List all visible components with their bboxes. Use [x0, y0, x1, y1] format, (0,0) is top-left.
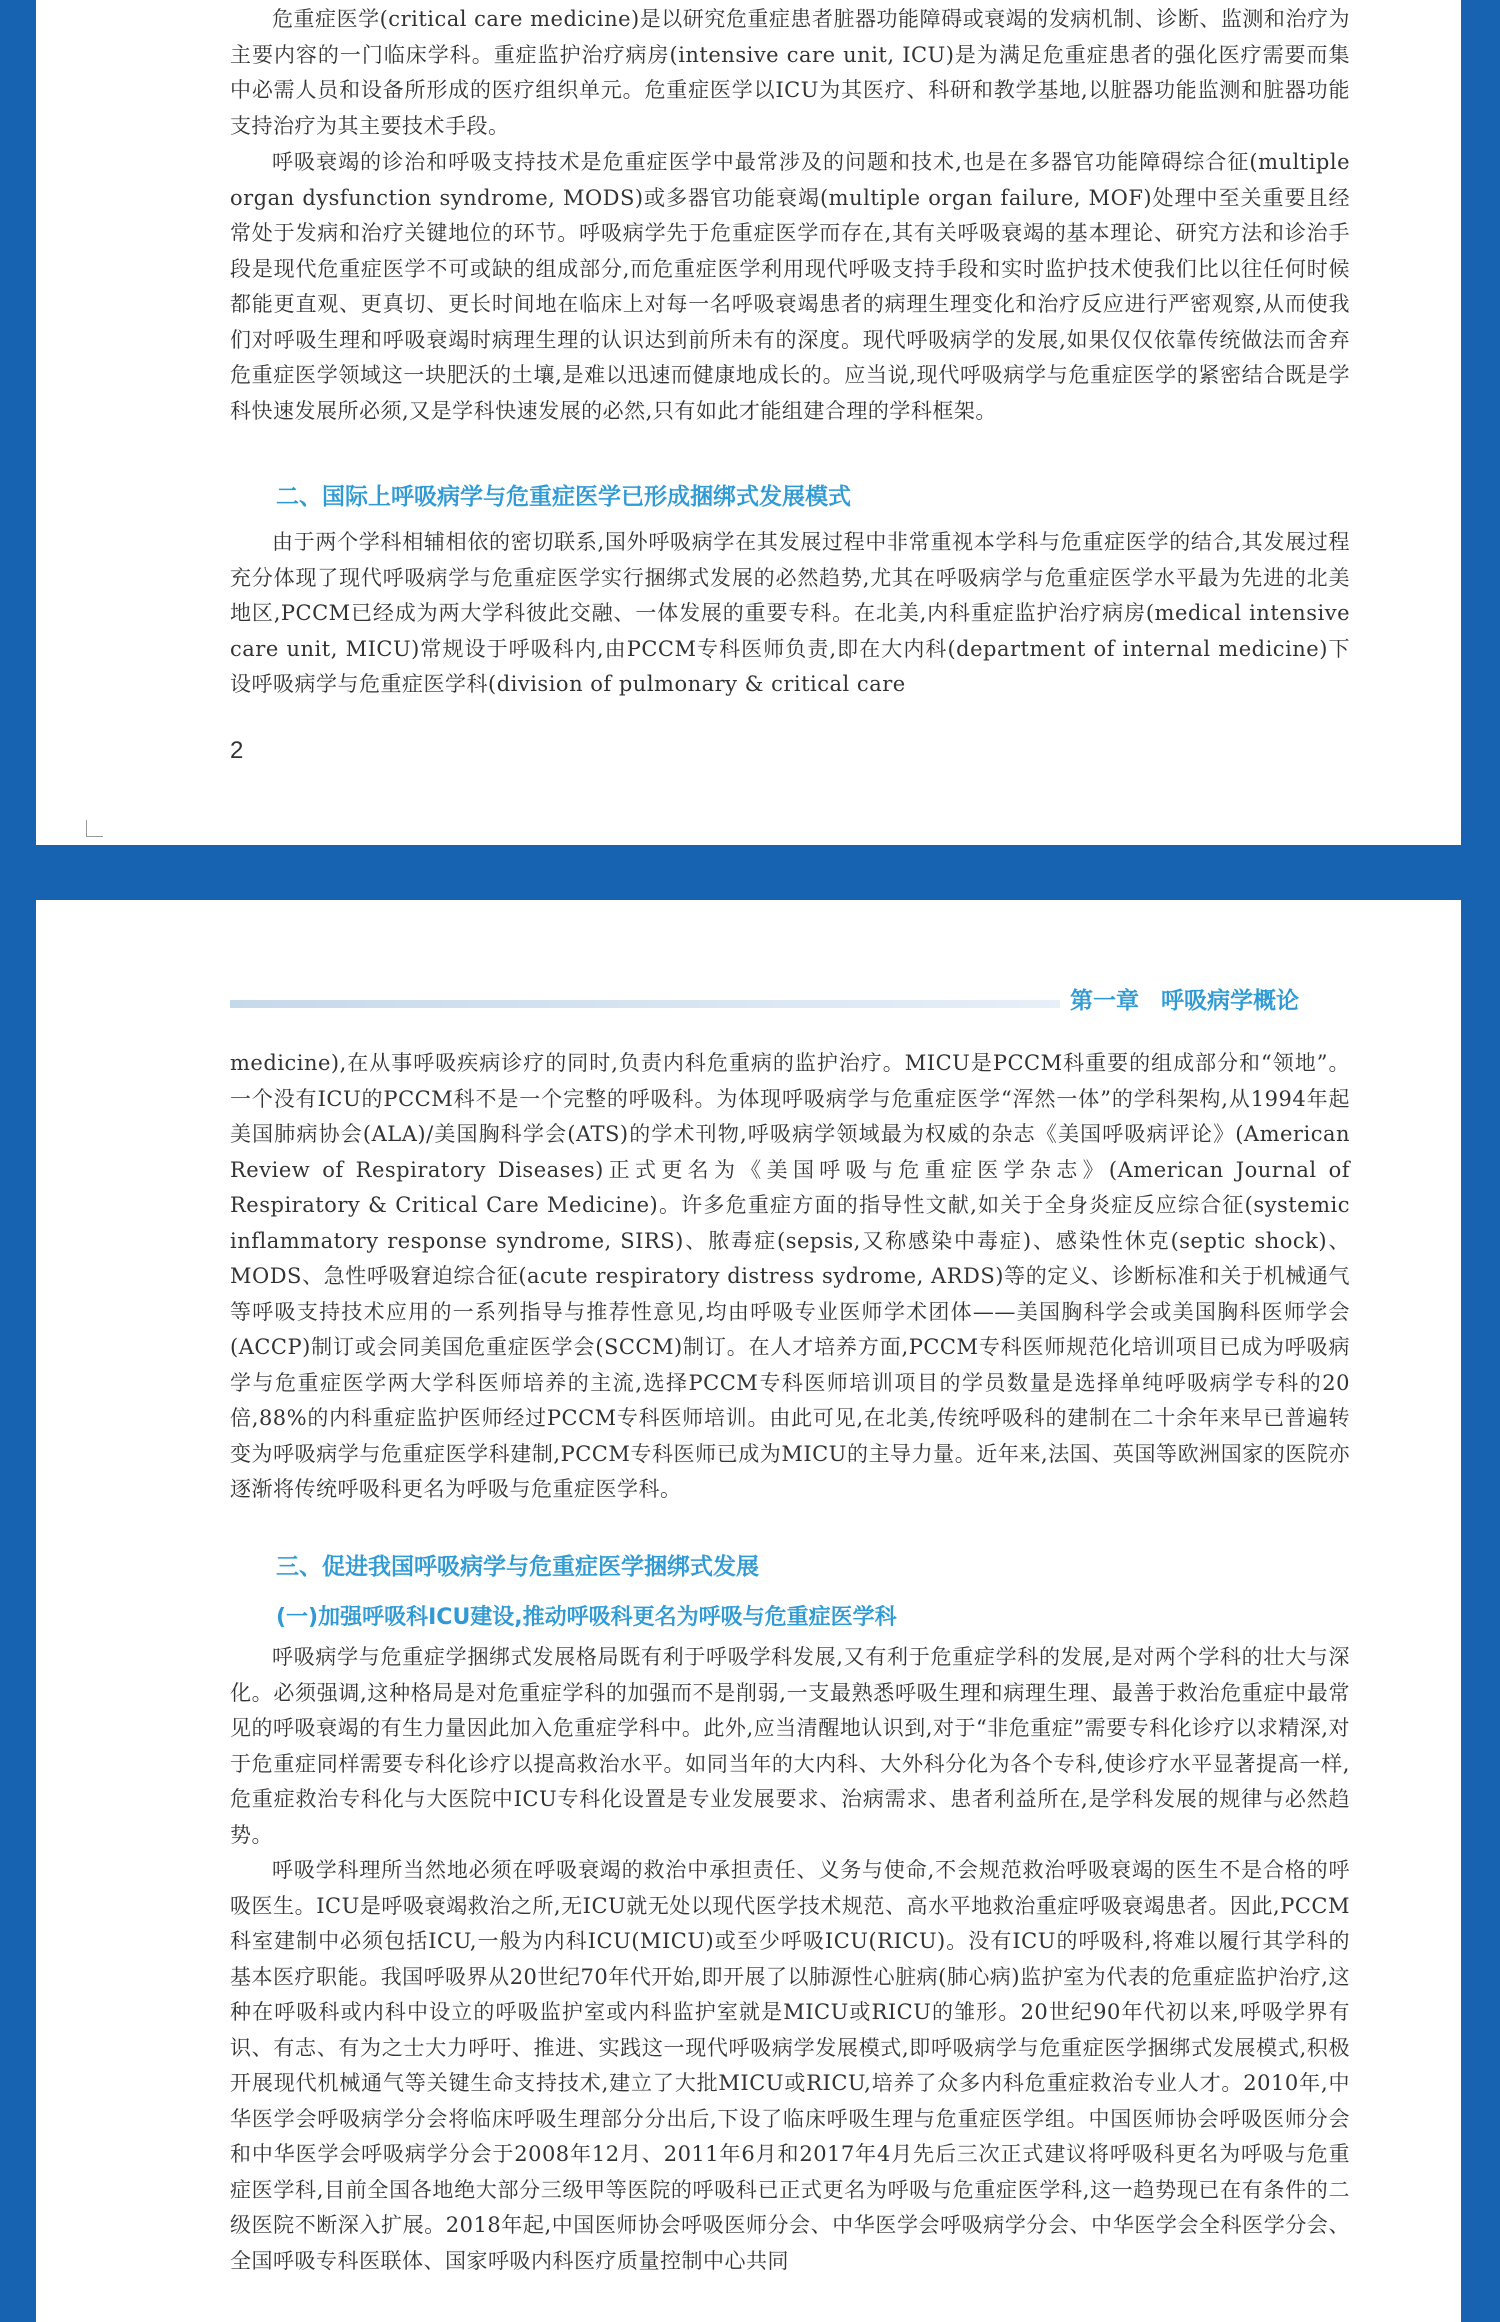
chapter-title: 呼吸病学概论 — [1161, 988, 1299, 1014]
crop-mark — [86, 820, 103, 837]
chapter-header — [1070, 982, 1321, 1015]
subsection-heading: (一)加强呼吸科ICU建设,推动呼吸科更名为呼吸与危重症医学科 — [276, 1605, 897, 1630]
section-heading: 二、国际上呼吸病学与危重症医学已形成捆绑式发展模式 — [276, 484, 851, 510]
page-number: 2 — [230, 737, 244, 764]
body-paragraph: 呼吸学科理所当然地必须在呼吸衰竭的救治中承担责任、义务与使命,不会规范救治呼吸衰竭的医生不是合格的呼吸医生。ICU是呼吸衰竭救治之所,无ICU就无处以现代医学技术规范、高水平地救治重症呼吸衰竭患者。因此,PCCM科室建制中必须包括ICU,一般为内科ICU(MICU)或至少呼吸ICU(RICU)。没有ICU的呼吸科,将难以履行其学科的基本医疗职能。我国呼吸界从20世纪70年代开始,即开展了以肺源性心脏病(肺心病)监护室为代表的危重症监护治疗,这种在呼吸科或内科中设立的呼吸监护室或内科监护室就是MICU或RICU的雏形。20世纪90年代初以来,呼吸学界有识、有志、有为之士大力呼吁、推进、实践这一现代呼吸病学发展模式,即呼吸病学与危重症医学捆绑式发展模式,积极开展现代机械通气等关键生命支持技术,建立了大批MICU或RICU,培养了众多内科危重症救治专业人才。2010年,中华医学会呼吸病学分会将临床呼吸生理部分分出后,下设了临床呼吸生理与危重症医学组。中国医师协会呼吸医师分会和中华医学会呼吸病学分会于2008年12月、2011年6月和2017年4月先后三次正式建议将呼吸科更名为呼吸与危重症医学科,目前全国各地绝大部分三级甲等医院的呼吸科已正式更名为呼吸与危重症医学科,这一趋势现已在有条件的二级医院不断深入扩展。2018年起,中国医师协会呼吸医师分会、中华医学会呼吸病学分会、中华医学会全科医学分会、全国呼吸专科医联体、国家呼吸内科医疗质量控制中心共同 — [230, 1858, 1350, 2273]
body-paragraph: 危重症医学(critical care medicine)是以研究危重症患者脏器功能障碍或衰竭的发病机制、诊断、监测和治疗为主要内容的一门临床学科。重症监护治疗病房(intensive care unit, ICU)是为满足危重症患者的强化医疗需要而集中必需人员和设备所形成的医疗组织单元。危重症医学以ICU为其医疗、科研和教学基地,以脏器功能监测和脏器功能支持治疗为其主要技术手段。 — [230, 7, 1350, 138]
book-page-left — [36, 0, 1461, 845]
book-page-right — [36, 900, 1461, 2322]
body-paragraph: 呼吸衰竭的诊治和呼吸支持技术是危重症医学中最常涉及的问题和技术,也是在多器官功能障碍综合征(multiple organ dysfunction syndrome, MODS)或多器官功能衰竭(multiple organ failure, MOF)处理中至关重要且经常处于发病和治疗关键地位的环节。呼吸病学先于危重症医学而存在,其有关呼吸衰竭的基本理论、研究方法和诊治手段是现代危重症医学不可或缺的组成部分,而危重症医学利用现代呼吸支持手段和实时监护技术使我们比以往任何时候都能更直观、更真切、更长时间地在临床上对每一名呼吸衰竭患者的病理生理变化和治疗反应进行严密观察,从而使我们对呼吸生理和呼吸衰竭时病理生理的认识达到前所未有的深度。现代呼吸病学的发展,如果仅仅依靠传统做法而舍弃危重症医学领域这一块肥沃的土壤,是难以迅速而健康地成长的。应当说,现代呼吸病学与危重症医学的紧密结合既是学科快速发展所必须,又是学科快速发展的必然,只有如此才能组建合理的学科框架。 — [230, 150, 1350, 423]
body-paragraph: 呼吸病学与危重症学捆绑式发展格局既有利于呼吸学科发展,又有利于危重症学科的发展,是对两个学科的壮大与深化。必须强调,这种格局是对危重症学科的加强而不是削弱,一支最熟悉呼吸生理和病理生理、最善于救治危重症中最常见的呼吸衰竭的有生力量因此加入危重症学科中。此外,应当清醒地认识到,对于“非危重症”需要专科化诊疗以求精深,对于危重症同样需要专科化诊疗以提高救治水平。如同当年的大内科、大外科分化为各个专科,使诊疗水平显著提高一样,危重症救治专科化与大医院中ICU专科化设置是专业发展要求、治病需求、患者利益所在,是学科发展的规律与必然趋势。 — [230, 1645, 1350, 1847]
section-heading: 三、促进我国呼吸病学与危重症医学捆绑式发展 — [276, 1554, 759, 1580]
body-paragraph: 由于两个学科相辅相依的密切联系,国外呼吸病学在其发展过程中非常重视本学科与危重症医学的结合,其发展过程充分体现了现代呼吸病学与危重症医学实行捆绑式发展的必然趋势,尤其在呼吸病学与危重症医学水平最为先进的北美地区,PCCM已经成为两大学科彼此交融、一体发展的重要专科。在北美,内科重症监护治疗病房(medical intensive care unit, MICU)常规设于呼吸科内,由PCCM专科医师负责,即在大内科(department of internal medicine)下设呼吸病学与危重症医学科(division of pulmonary & critical care — [230, 530, 1350, 696]
body-paragraph: medicine),在从事呼吸疾病诊疗的同时,负责内科危重病的监护治疗。MICU是PCCM科重要的组成部分和“领地”。一个没有ICU的PCCM科不是一个完整的呼吸科。为体现呼吸病学与危重症医学“浑然一体”的学科架构,从1994年起美国肺病协会(ALA)/美国胸科学会(ATS)的学术刊物,呼吸病学领域最为权威的杂志《美国呼吸病评论》(American Review of Respiratory Diseases)正式更名为《美国呼吸与危重症医学杂志》(American Journal of Respiratory & Critical Care Medicine)。许多危重症方面的指导性文献,如关于全身炎症反应综合征(systemic inflammatory response syndrome, SIRS)、脓毒症(sepsis,又称感染中毒症)、感染性休克(septic shock)、MODS、急性呼吸窘迫综合征(acute respiratory distress sydrome, ARDS)等的定义、诊断标准和关于机械通气等呼吸支持技术应用的一系列指导与推荐性意见,均由呼吸专业医师学术团体——美国胸科学会或美国胸科医师学会(ACCP)制订或会同美国危重症医学会(SCCM)制订。在人才培养方面,PCCM专科医师规范化培训项目已成为呼吸病学与危重症医学两大学科医师培养的主流,选择PCCM专科医师培训项目的学员数量是选择单纯呼吸病学专科的20倍,88%的内科重症监护医师经过PCCM专科医师培训。由此可见,在北美,传统呼吸科的建制在二十余年来早已普遍转变为呼吸病学与危重症医学科建制,PCCM专科医师已成为MICU的主导力量。近年来,法国、英国等欧洲国家的医院亦逐渐将传统呼吸科更名为呼吸与危重症医学科。 — [230, 1051, 1350, 1501]
chapter-number: 第一章 — [1070, 988, 1139, 1014]
header-rule — [230, 1000, 1060, 1008]
